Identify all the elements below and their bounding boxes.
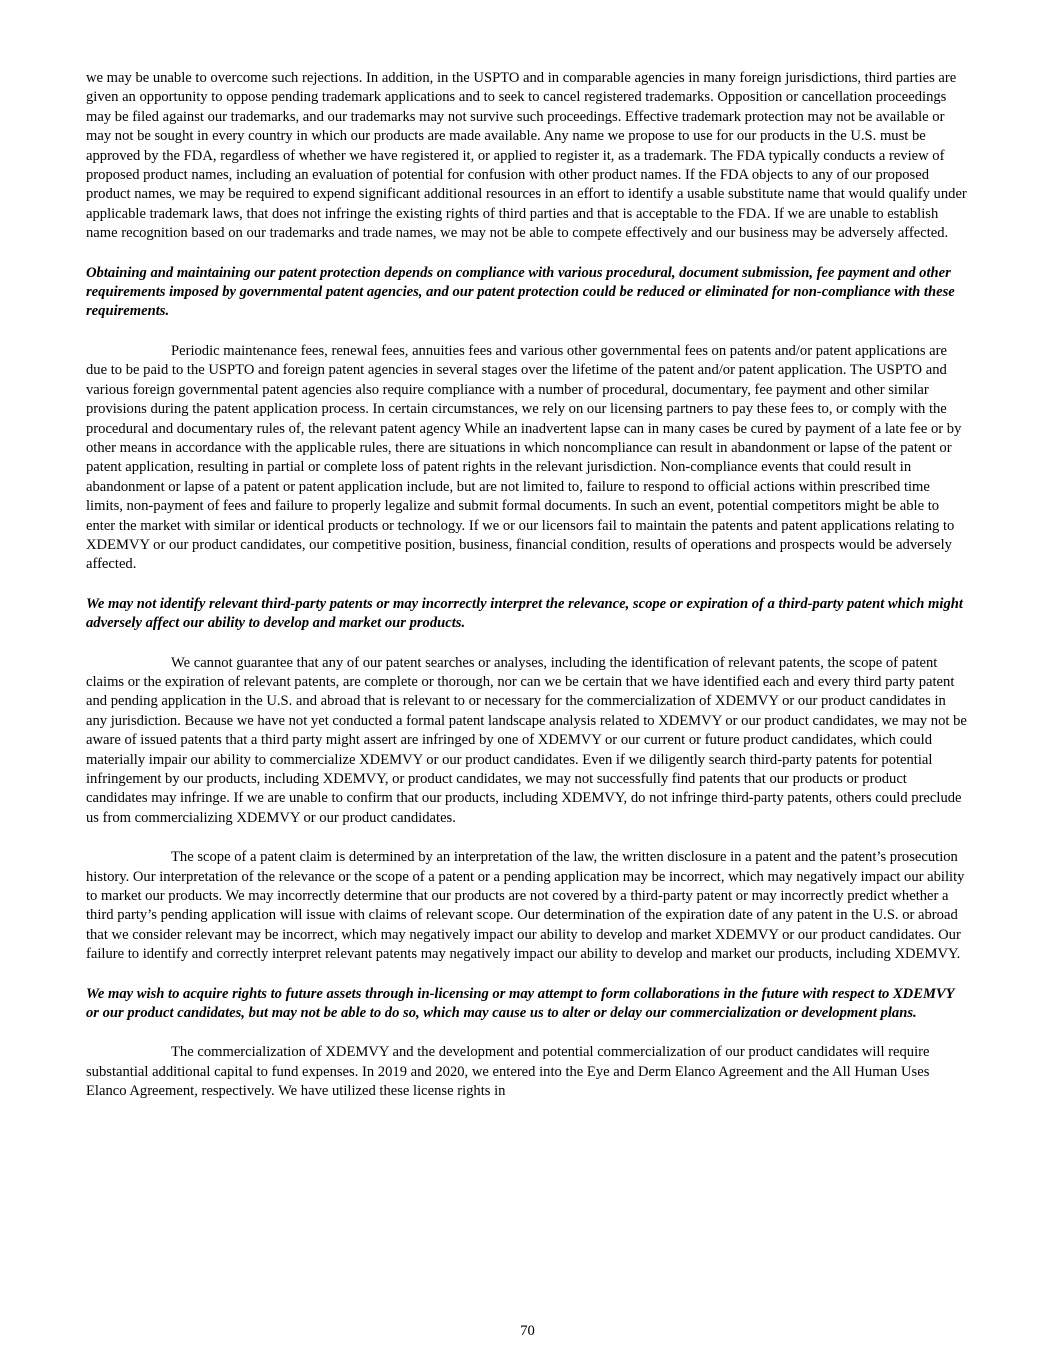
- page-number: 70: [520, 1323, 535, 1339]
- body-paragraph: The scope of a patent claim is determined by an interpretation of the law, the written disclosure in a patent and the patent’s prosecution history. Our interpretation of the relevance or the scope of a patent or a pending application may be incorrect, which may negatively impact our ability to market our products. We may incorrectly determine that our products are not covered by a third-party patent or may incorrectly predict whether a third party’s pending application will issue with claims of relevant scope. Our determination of the expiration date of any patent in the U.S. or abroad that we consider relevant may be incorrect, which may negatively impact our ability to develop and market XDEMVY or our product candidates. Our failure to identify and correctly interpret relevant patents may negatively impact our ability to develop and market our products, including XDEMVY.: [86, 849, 965, 963]
- body-paragraph: we may be unable to overcome such rejections. In addition, in the USPTO and in comparable agencies in many foreign jurisdictions, third parties are given an opportunity to oppose pending trademark applications and to seek to cancel registered trademarks. Opposition or cancellation proceedings may be filed against our trademarks, and our trademarks may not survive such proceedings. Effective trademark protection may not be available or may not be sought in every country in which our products are made available. Any name we propose to use for our products in the U.S. must be approved by the FDA, regardless of whether we have registered it, or applied to register it, as a trademark. The FDA typically conducts a review of proposed product names, including an evaluation of potential for confusion with other product names. If the FDA objects to any of our proposed product names, we may be required to expend significant additional resources in an effort to identify a usable substitute name that would qualify under applicable trademark laws, that does not infringe the existing rights of third parties and that is acceptable to the FDA. If we are unable to establish name recognition based on our trademarks and trade names, we may not be able to compete effectively and our business may be adversely affected.: [86, 70, 967, 242]
- section-heading: Obtaining and maintaining our patent protection depends on compliance with various procedural, document submission, fee payment and other requirements imposed by governmental patent agencies, and our patent protection could be reduced or eliminated for non-compliance with these requirements.: [86, 264, 955, 320]
- document-page: [86, 69, 970, 1122]
- body-paragraph: Periodic maintenance fees, renewal fees, annuities fees and various other governmental fees on patents and/or patent applications are due to be paid to the USPTO and foreign patent agencies in several stages over the lifetime of the patent and/or patent application. The USPTO and various foreign governmental patent agencies also require compliance with a number of procedural, documentary, fee payment and other similar provisions during the patent application process. In certain circumstances, we rely on our licensing partners to pay these fees to, or comply with the procedural and documentary rules of, the relevant patent agency While an inadvertent lapse can in many cases be cured by payment of a late fee or by other means in accordance with the applicable rules, there are situations in which noncompliance can result in abandonment or lapse of the patent or patent application, resulting in partial or complete loss of patent rights in the relevant jurisdiction. Non-compliance events that could result in abandonment or lapse of a patent or patent application include, but are not limited to, failure to respond to official actions within prescribed time limits, non-payment of fees and failure to properly legalize and submit formal documents. In such an event, potential competitors might be able to enter the market with similar or identical products or technology. If we or our licensors fail to maintain the patents and patent applications relating to XDEMVY or our product candidates, our competitive position, business, financial condition, results of operations and prospects would be adversely affected.: [86, 342, 962, 573]
- section-heading: We may wish to acquire rights to future assets through in-licensing or may attempt to form collaborations in the future with respect to XDEMVY or our product candidates, but may not be able to do so, which may cause us to alter or delay our commercialization or development plans.: [86, 985, 955, 1022]
- section-heading: We may not identify relevant third-party patents or may incorrectly interpret the relevance, scope or expiration of a third-party patent which might adversely affect our ability to develop and market our products.: [86, 595, 963, 632]
- body-paragraph: We cannot guarantee that any of our patent searches or analyses, including the identification of relevant patents, the scope of patent claims or the expiration of relevant patents, are complete or thorough, nor can we be certain that we have identified each and every third party patent and pending application in the U.S. and abroad that is relevant to or necessary for the commercialization of XDEMVY or our product candidates in any jurisdiction. Because we have not yet conducted a formal patent landscape analysis related to XDEMVY or our product candidates, we may not be aware of issued patents that a third party might assert are infringed by one of XDEMVY or our current or future product candidates, which could materially impair our ability to commercialize XDEMVY or our product candidates. Even if we diligently search third-party patents for potential infringement by our products, including XDEMVY, or product candidates, we may not successfully find patents that our products or product candidates may infringe. If we are unable to confirm that our products, including XDEMVY, do not infringe third-party patents, others could preclude us from commercializing XDEMVY or our product candidates.: [86, 654, 967, 826]
- body-paragraph: The commercialization of XDEMVY and the development and potential commercialization of our product candidates will require substantial additional capital to fund expenses. In 2019 and 2020, we entered into the Eye and Derm Elanco Agreement and the All Human Uses Elanco Agreement, respectively. We have utilized these license rights in: [86, 1044, 930, 1100]
